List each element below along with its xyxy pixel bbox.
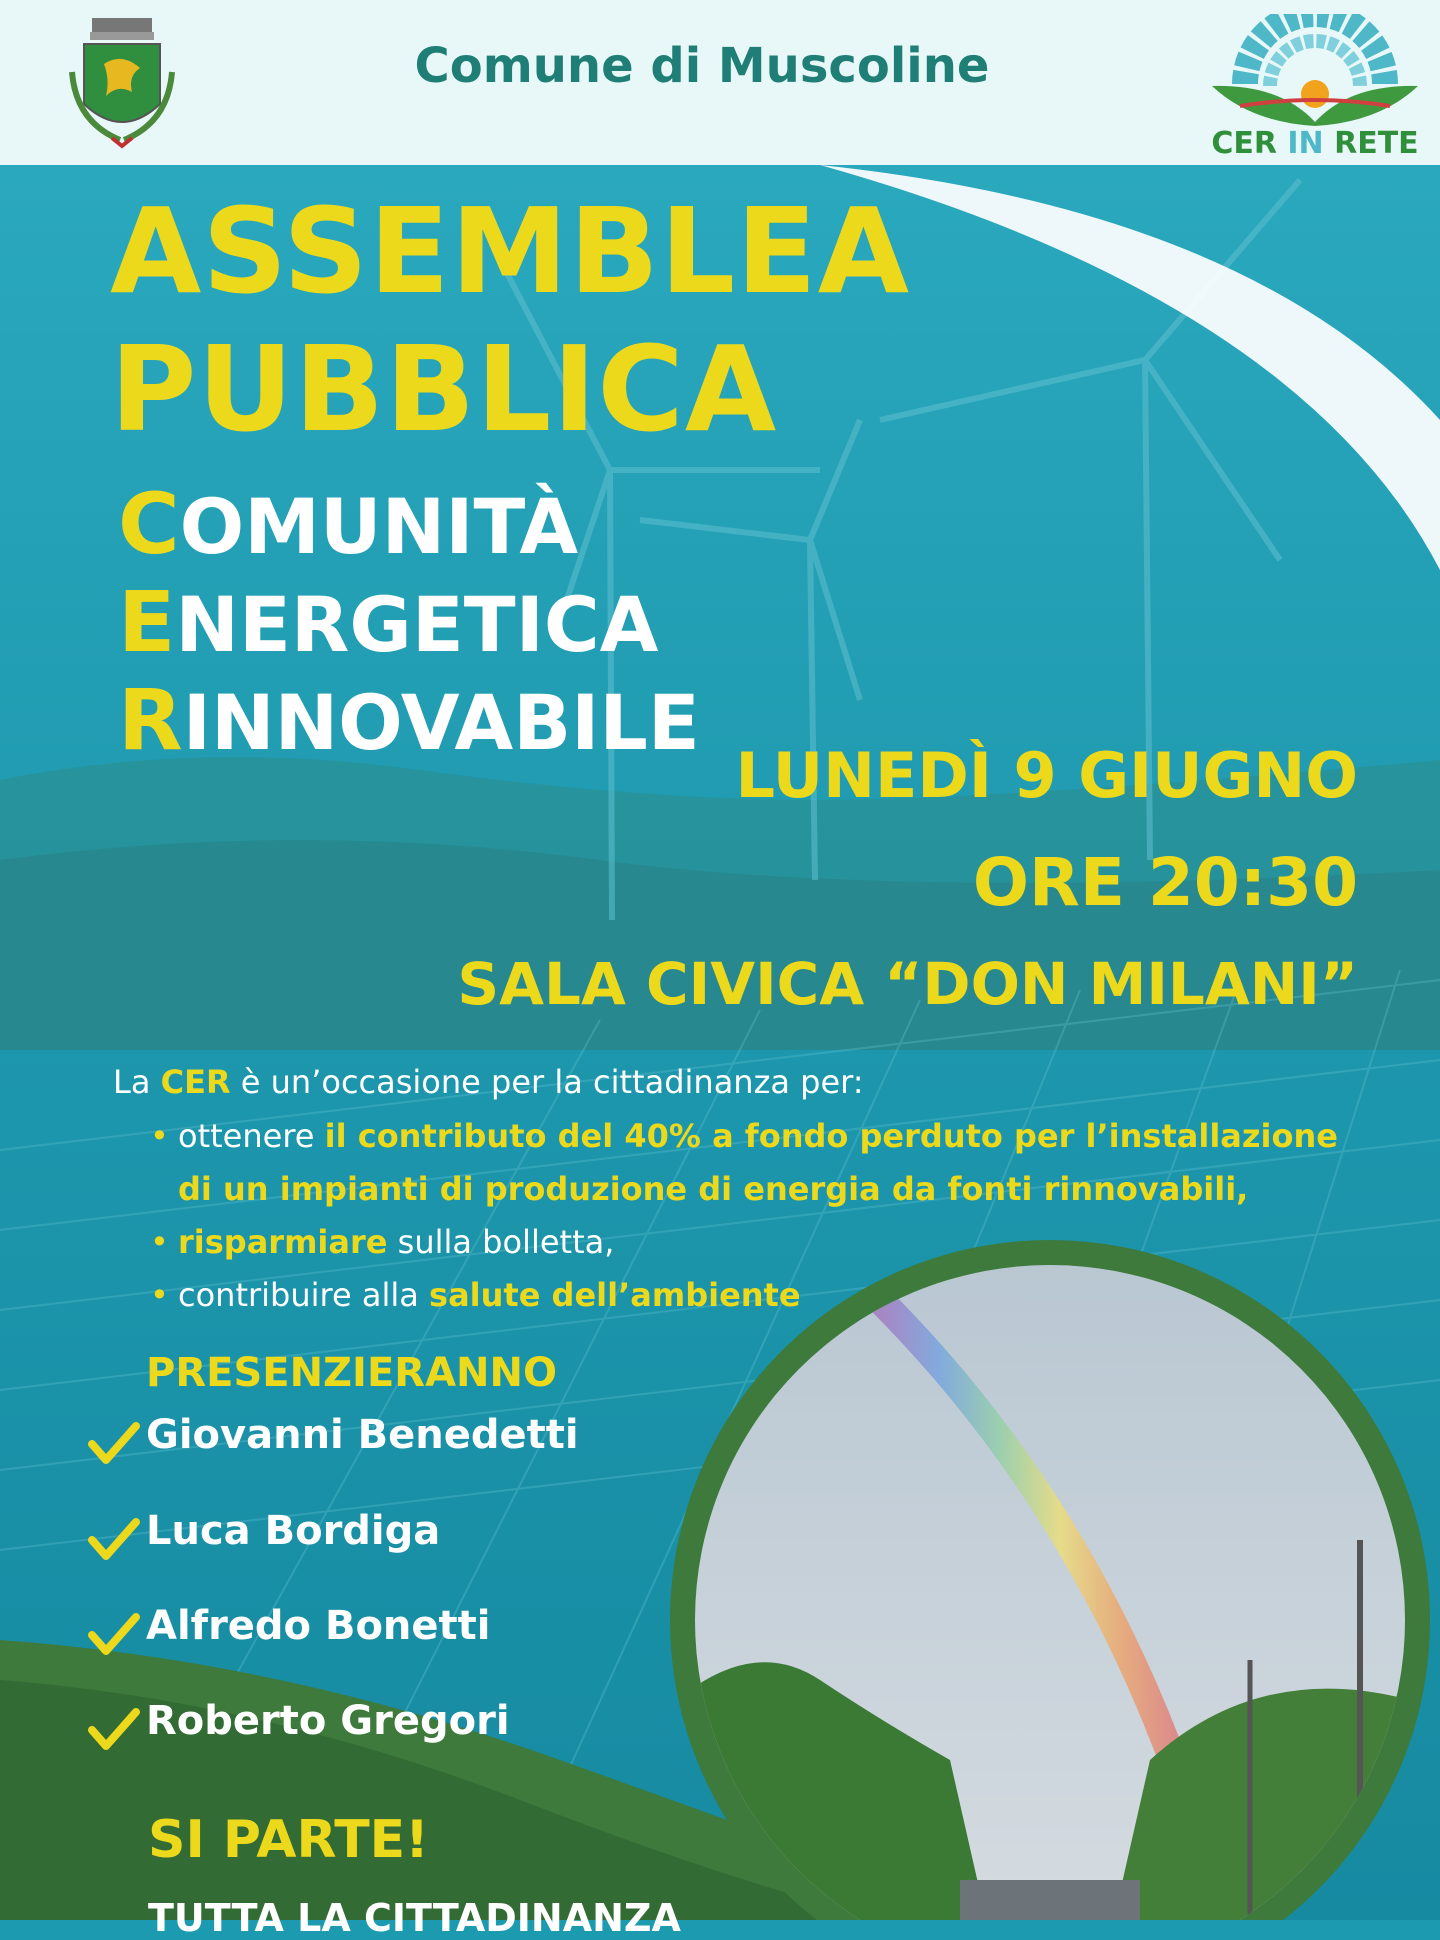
intro-text — [113, 1063, 864, 1101]
acronym-word-rinnovabile: INNOVABILE — [182, 678, 700, 767]
slogan: SI PARTE! — [148, 1810, 429, 1870]
cer-logo-text — [1200, 126, 1430, 161]
checkmark-icon — [88, 1611, 140, 1657]
intro-post: è un’occasione per la cittadinanza per: — [230, 1063, 864, 1101]
benefit-environment — [178, 1269, 801, 1322]
logo-word-in: IN — [1287, 126, 1324, 161]
logo-word-rete: RETE — [1334, 126, 1419, 161]
intro-pre: La — [113, 1063, 161, 1101]
speaker-name: Alfredo Bonetti — [146, 1603, 491, 1649]
acronym-rinnovabile — [118, 671, 700, 769]
title-line-1: ASSEMBLEA — [110, 182, 911, 320]
benefit-1-pre: ottenere — [178, 1117, 325, 1155]
benefit-contribution-cont — [178, 1163, 1248, 1216]
municipality-title: Comune di Muscoline — [414, 38, 990, 94]
benefit-savings — [178, 1216, 614, 1269]
checkmark-icon — [88, 1420, 140, 1466]
benefit-contribution — [178, 1110, 1338, 1163]
title-line-2: PUBBLICA — [110, 320, 778, 458]
acronym-letter-c: C — [118, 475, 180, 573]
logo-word-cer: CER — [1211, 126, 1277, 161]
acronym-letter-e: E — [118, 573, 176, 671]
cer-logo-icon — [1200, 14, 1430, 129]
speaker-name: Luca Bordiga — [146, 1508, 441, 1554]
benefit-2-post: sulla bolletta, — [387, 1223, 615, 1261]
invite-text: TUTTA LA CITTADINANZA — [148, 1896, 681, 1940]
event-date: LUNEDÌ 9 GIUGNO — [735, 739, 1358, 812]
cer-in-rete-logo — [1200, 14, 1430, 166]
benefit-1-continuation: di un impianti di produzione di energia da fonti rinnovabili, — [178, 1170, 1249, 1208]
acronym-word-comunita: OMUNITÀ — [179, 482, 579, 571]
acronym-energetica — [118, 573, 659, 671]
acronym-letter-r: R — [118, 671, 183, 769]
speaker-name: Roberto Gregori — [146, 1698, 510, 1744]
benefit-3-pre: contribuire alla — [178, 1276, 430, 1314]
intro-cer: CER — [160, 1063, 231, 1101]
acronym-word-energetica: NERGETICA — [175, 580, 659, 669]
event-place: SALA CIVICA “DON MILANI” — [457, 950, 1358, 1018]
speakers-heading: PRESENZIERANNO — [146, 1350, 557, 1396]
checkmark-icon — [88, 1516, 140, 1562]
speaker-name: Giovanni Benedetti — [146, 1412, 579, 1458]
benefit-1-highlight: il contributo del 40% a fondo perduto per l’installazione — [324, 1117, 1338, 1155]
benefit-3-highlight: salute dell’ambiente — [429, 1276, 801, 1314]
checkmark-icon — [88, 1706, 140, 1752]
acronym-comunita — [118, 475, 579, 573]
event-time: ORE 20:30 — [972, 844, 1358, 921]
benefit-2-highlight: risparmiare — [178, 1223, 388, 1261]
